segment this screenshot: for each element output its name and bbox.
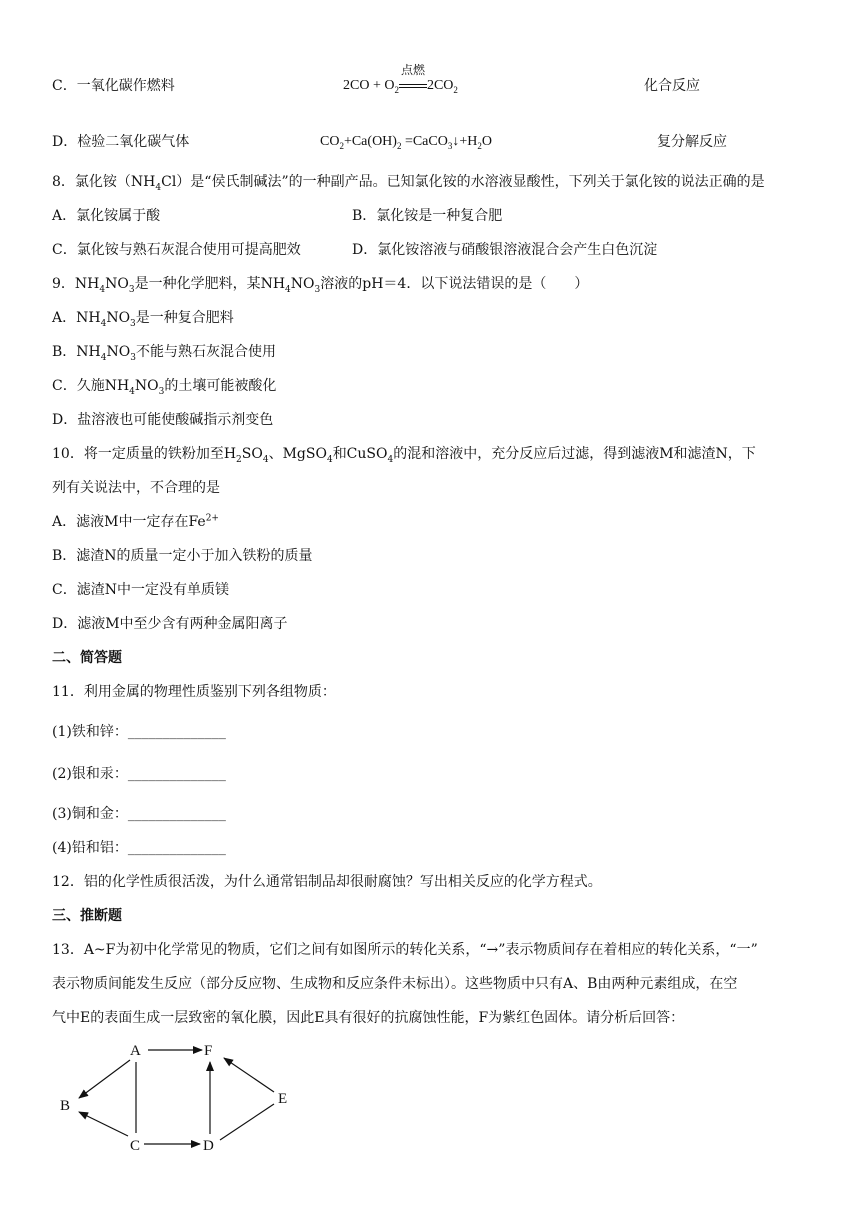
q13-stem-line2: 表示物质间能发生反应（部分反应物、生成物和反应条件未标出）。这些物质中只有A、B由两种元素组成，在空 bbox=[52, 976, 738, 992]
node-e: E bbox=[278, 1091, 288, 1107]
q9-stem: 9．$NH_4NO_3$是一种化学肥料，某$NH_4NO_3$溶液的pH＝4．以下说法错误的是（ ） bbox=[52, 276, 589, 295]
q10-stem-line2: 列有关说法中，不合理的是 bbox=[52, 480, 220, 496]
conversion-diagram bbox=[52, 1040, 312, 1160]
q7-option-d-type: 复分解反应 bbox=[657, 134, 727, 150]
q13-stem-line3: 气中E的表面生成一层致密的氧化膜，因此E具有很好的抗腐蚀性能，F为紫红色固体。请分析后回答： bbox=[52, 1010, 685, 1026]
q7-option-d-equation: $CO_2+Ca(OH)_2$ $=CaCO_3↓+H_2O$ bbox=[320, 134, 492, 151]
q12-stem: 12．铝的化学性质很活泼，为什么通常铝制品却很耐腐蚀？写出相关反应的化学方程式。 bbox=[52, 874, 602, 890]
node-d: D bbox=[203, 1138, 214, 1154]
q10-option-a: A．滤液M中一定存在$Fe^{2+}$ bbox=[52, 513, 219, 530]
answer-blank[interactable]: ______________ bbox=[127, 840, 226, 856]
answer-blank[interactable]: ______________ bbox=[127, 724, 226, 740]
node-c: C bbox=[130, 1138, 141, 1154]
edge-a-to-b bbox=[79, 1060, 130, 1098]
edge-d-e bbox=[220, 1104, 274, 1140]
q9-option-c: C．久施$NH_4NO_3$的土壤可能被酸化 bbox=[52, 378, 277, 397]
node-a: A bbox=[130, 1043, 141, 1059]
q8-option-c: C．氯化铵与熟石灰混合使用可提高肥效 bbox=[52, 242, 301, 258]
q11-stem: 11．利用金属的物理性质鉴别下列各组物质： bbox=[52, 684, 336, 700]
q8-option-d: D．氯化铵溶液与硝酸银溶液混合会产生白色沉淀 bbox=[352, 242, 658, 258]
q11-item-3: (3)铜和金：______________ bbox=[52, 806, 226, 822]
q7-option-c-label: C．一氧化碳作燃料 bbox=[52, 78, 175, 94]
q7-option-d-label: D．检验二氧化碳气体 bbox=[52, 134, 190, 150]
q10-option-c: C．滤渣N中一定没有单质镁 bbox=[52, 582, 229, 598]
q10-stem-line1: 10．将一定质量的铁粉加至$H_2SO_4$、MgSO$_4$和CuSO$_4$的混和溶液中，充分反应后过滤，得到滤液M和滤渣N，下 bbox=[52, 446, 756, 465]
answer-blank[interactable]: ______________ bbox=[127, 766, 226, 782]
q9-option-d: D．盐溶液也可能使酸碱指示剂变色 bbox=[52, 412, 274, 428]
q9-option-a: A．$NH_4NO_3$是一种复合肥料 bbox=[52, 310, 234, 329]
answer-blank[interactable]: ______________ bbox=[127, 806, 226, 822]
q8-stem: 8．氯化铵$(NH_4Cl)$是“侯氏制碱法”的一种副产品。已知氯化铵的水溶液显酸性，下列关于氯化铵的说法正确的是 bbox=[52, 174, 765, 193]
q10-option-d: D．滤液M中至少含有两种金属阳离子 bbox=[52, 616, 288, 632]
edge-e-to-f bbox=[224, 1058, 274, 1092]
q10-option-b: B．滤渣N的质量一定小于加入铁粉的质量 bbox=[52, 548, 313, 564]
q11-item-2: (2)银和汞：______________ bbox=[52, 766, 226, 782]
q8-option-a: A．氯化铵属于酸 bbox=[52, 208, 161, 224]
q13-stem-line1: 13．A~F为初中化学常见的物质，它们之间有如图所示的转化关系，“→”表示物质间存在着相应的转化关系，“一” bbox=[52, 942, 758, 958]
reaction-condition: 点燃 bbox=[399, 76, 427, 96]
node-b: B bbox=[60, 1098, 71, 1114]
q11-item-1: (1)铁和锌：______________ bbox=[52, 724, 226, 740]
q7-option-c-equation: $2CO + O_2$ 点燃 $2CO_2$ bbox=[343, 63, 458, 95]
edge-c-to-b bbox=[79, 1112, 128, 1136]
q11-item-4: (4)铅和铝：______________ bbox=[52, 840, 226, 856]
q9-option-b: B．$NH_4NO_3$不能与熟石灰混合使用 bbox=[52, 344, 276, 363]
node-f: F bbox=[204, 1043, 213, 1059]
section-heading-inference: 三、推断题 bbox=[52, 908, 122, 924]
q7-option-c-type: 化合反应 bbox=[644, 78, 700, 94]
section-heading-short-answer: 二、简答题 bbox=[52, 650, 122, 666]
q8-option-b: B．氯化铵是一种复合肥 bbox=[352, 208, 503, 224]
